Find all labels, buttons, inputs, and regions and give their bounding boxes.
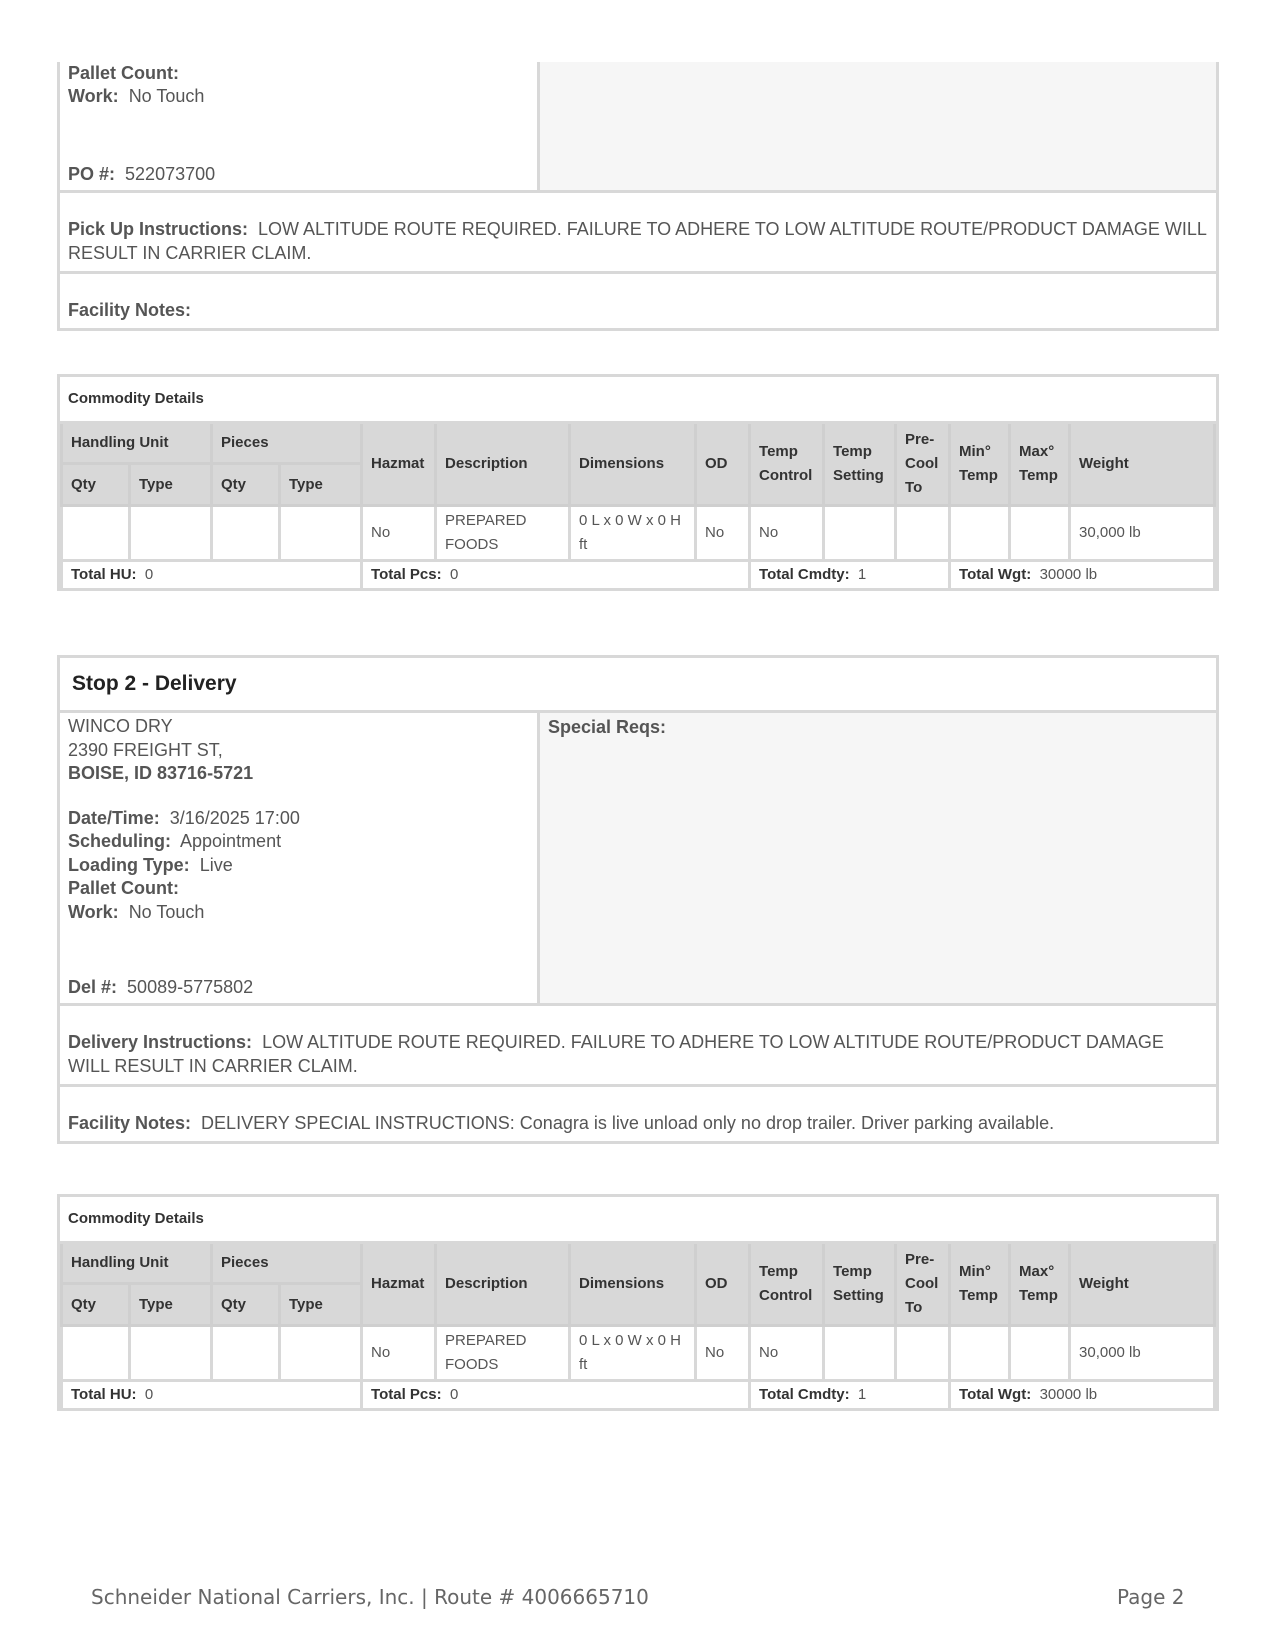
facility-notes-value: DELIVERY SPECIAL INSTRUCTIONS: Conagra is live unload only no drop trailer. Driver parking available. [201,1113,1055,1133]
work-line [68,901,529,925]
cell-od: No [696,506,750,561]
datetime-value: 3/16/2025 17:00 [169,807,300,828]
cell-weight: 30,000 lb [1070,506,1215,561]
cell-pcs-type [280,1326,362,1381]
total-cmdty-value: 1 [857,566,867,583]
header-pre-cool-to: Pre-Cool To [896,1244,950,1326]
header-dimensions: Dimensions [570,424,696,506]
delivery-instructions-label: Delivery Instructions: [68,1032,253,1052]
scheduling-label: Scheduling: [68,831,171,851]
work-label: Work: [68,86,119,106]
facility-notes-label: Facility Notes: [68,1113,192,1133]
total-cmdty [750,561,950,589]
total-wgt-value: 30000 lb [1039,1386,1098,1403]
total-hu-value: 0 [144,566,154,583]
header-max-temp: Max° Temp [1010,424,1070,506]
cell-temp-setting [824,1326,896,1381]
cell-temp-setting [824,506,896,561]
cell-max-temp [1010,506,1070,561]
datetime-label: Date/Time: [68,807,160,828]
header-min-temp: Min° Temp [950,424,1010,506]
work-line [68,85,529,108]
cell-weight: 30,000 lb [1070,1326,1215,1381]
header-hu-type: Type [130,464,212,506]
del-label: Del #: [68,976,118,997]
cell-hu-qty [62,1326,130,1381]
total-hu-value: 0 [144,1386,154,1403]
table-row [62,506,1215,561]
delivery-instructions-value: LOW ALTITUDE ROUTE REQUIRED. FAILURE TO ADHERE TO LOW ALTITUDE ROUTE/PRODUCT DAMAGE WILL RESULT IN CARRIER CLAIM. [68,1032,1164,1076]
total-hu [62,1381,362,1409]
pallet-count-label: Pallet Count: [68,63,179,83]
cell-min-temp [950,1326,1010,1381]
total-cmdty [750,1381,950,1409]
pallet-count-line [68,62,529,85]
header-temp-setting: Temp Setting [824,424,896,506]
cell-temp-control: No [750,506,824,561]
pallet-count-line [68,877,529,901]
stop-2-details [60,713,540,1003]
loading-type-value: Live [199,854,233,875]
total-cmdty-label: Total Cmdty: [759,566,850,583]
header-pcs-type: Type [280,464,362,506]
commodity-details-2 [57,1194,1219,1411]
cell-pre-cool-to [896,1326,950,1381]
total-pcs [362,561,750,589]
cell-description: PREPARED FOODS [436,506,570,561]
stop-2-facility-notes [60,1087,1216,1141]
total-wgt-label: Total Wgt: [959,1386,1032,1403]
cell-description: PREPARED FOODS [436,1326,570,1381]
facility-notes-label: Facility Notes: [68,300,192,320]
stop-2-title: Stop 2 - Delivery [60,658,1216,713]
header-pieces: Pieces [212,1244,362,1284]
po-line [68,163,215,186]
facility-name: WINCO DRY [68,716,173,736]
po-label: PO #: [68,164,116,184]
header-weight: Weight [1070,1244,1215,1326]
cell-hu-type [130,1326,212,1381]
total-cmdty-value: 1 [857,1386,867,1403]
del-line [68,976,253,1000]
total-pcs-label: Total Pcs: [371,566,442,583]
header-pieces: Pieces [212,424,362,464]
total-wgt [950,561,1215,589]
footer-route-info: Schneider National Carriers, Inc. | Route # 4006665710 [91,1585,649,1609]
table-row [62,1326,1215,1381]
commodity-details-title: Commodity Details [60,377,1216,424]
stop-2-delivery [57,655,1219,1144]
total-wgt [950,1381,1215,1409]
header-pre-cool-to: Pre-Cool To [896,424,950,506]
cell-max-temp [1010,1326,1070,1381]
pickup-instructions [60,193,1216,274]
cell-temp-control: No [750,1326,824,1381]
cell-dimensions: 0 L x 0 W x 0 H ft [570,506,696,561]
stop-1-info-row [60,62,1216,193]
header-pcs-type: Type [280,1284,362,1326]
scheduling-line [68,830,529,854]
delivery-instructions [60,1006,1216,1087]
cell-hazmat: No [362,1326,436,1381]
address-line-1: 2390 FREIGHT ST, [68,739,223,760]
work-value: No Touch [128,86,205,106]
header-max-temp: Max° Temp [1010,1244,1070,1326]
po-value: 522073700 [125,164,216,184]
del-value: 50089-5775802 [127,976,254,997]
header-hu-qty: Qty [62,464,130,506]
work-value: No Touch [128,901,205,922]
header-hu-type: Type [130,1284,212,1326]
commodity-details-title: Commodity Details [60,1197,1216,1244]
cell-hu-qty [62,506,130,561]
total-wgt-value: 30000 lb [1039,566,1098,583]
header-pcs-qty: Qty [212,1284,280,1326]
stop-2-info-row [60,713,1216,1006]
header-hu-qty: Qty [62,1284,130,1326]
header-dimensions: Dimensions [570,1244,696,1326]
header-temp-control: Temp Control [750,1244,824,1326]
stop-1-continued [57,62,1219,331]
cell-od: No [696,1326,750,1381]
total-cmdty-label: Total Cmdty: [759,1386,850,1403]
work-label: Work: [68,901,119,922]
header-handling-unit: Handling Unit [62,1244,212,1284]
scheduling-value: Appointment [180,831,282,851]
header-od: OD [696,424,750,506]
cell-pre-cool-to [896,506,950,561]
header-hazmat: Hazmat [362,424,436,506]
header-description: Description [436,1244,570,1326]
cell-hazmat: No [362,506,436,561]
footer-page-number: Page 2 [1117,1585,1185,1609]
cell-dimensions: 0 L x 0 W x 0 H ft [570,1326,696,1381]
stop-1-special-reqs-area [540,62,1216,190]
header-temp-setting: Temp Setting [824,1244,896,1326]
header-description: Description [436,424,570,506]
totals-row [62,561,1215,589]
total-wgt-label: Total Wgt: [959,566,1032,583]
total-hu [62,561,362,589]
cell-min-temp [950,506,1010,561]
cell-pcs-type [280,506,362,561]
header-hazmat: Hazmat [362,1244,436,1326]
total-hu-label: Total HU: [71,1386,137,1403]
pickup-instructions-label: Pick Up Instructions: [68,219,249,239]
header-handling-unit: Handling Unit [62,424,212,464]
header-pcs-qty: Qty [212,464,280,506]
cell-hu-type [130,506,212,561]
special-reqs-area [540,713,1216,1003]
header-od: OD [696,1244,750,1326]
totals-row [62,1381,1215,1409]
total-pcs-label: Total Pcs: [371,1386,442,1403]
header-temp-control: Temp Control [750,424,824,506]
pickup-instructions-value: LOW ALTITUDE ROUTE REQUIRED. FAILURE TO ADHERE TO LOW ALTITUDE ROUTE/PRODUCT DAMAGE WILL RESULT IN CARRIER CLAIM. [68,219,1207,263]
header-weight: Weight [1070,424,1215,506]
special-reqs-label: Special Reqs: [548,717,667,737]
total-pcs-value: 0 [449,1386,459,1403]
header-min-temp: Min° Temp [950,1244,1010,1326]
commodity-table [60,1244,1216,1408]
loading-type-line [68,854,529,878]
stop-1-details [60,62,540,190]
pallet-count-label: Pallet Count: [68,878,179,898]
cell-pcs-qty [212,506,280,561]
commodity-table [60,424,1216,588]
commodity-details-1 [57,374,1219,591]
city-state-zip: BOISE, ID 83716-5721 [68,763,254,783]
loading-type-label: Loading Type: [68,854,190,875]
stop-1-facility-notes [60,274,1216,331]
total-pcs-value: 0 [449,566,459,583]
datetime-line [68,807,529,831]
total-hu-label: Total HU: [71,566,137,583]
cell-pcs-qty [212,1326,280,1381]
total-pcs [362,1381,750,1409]
